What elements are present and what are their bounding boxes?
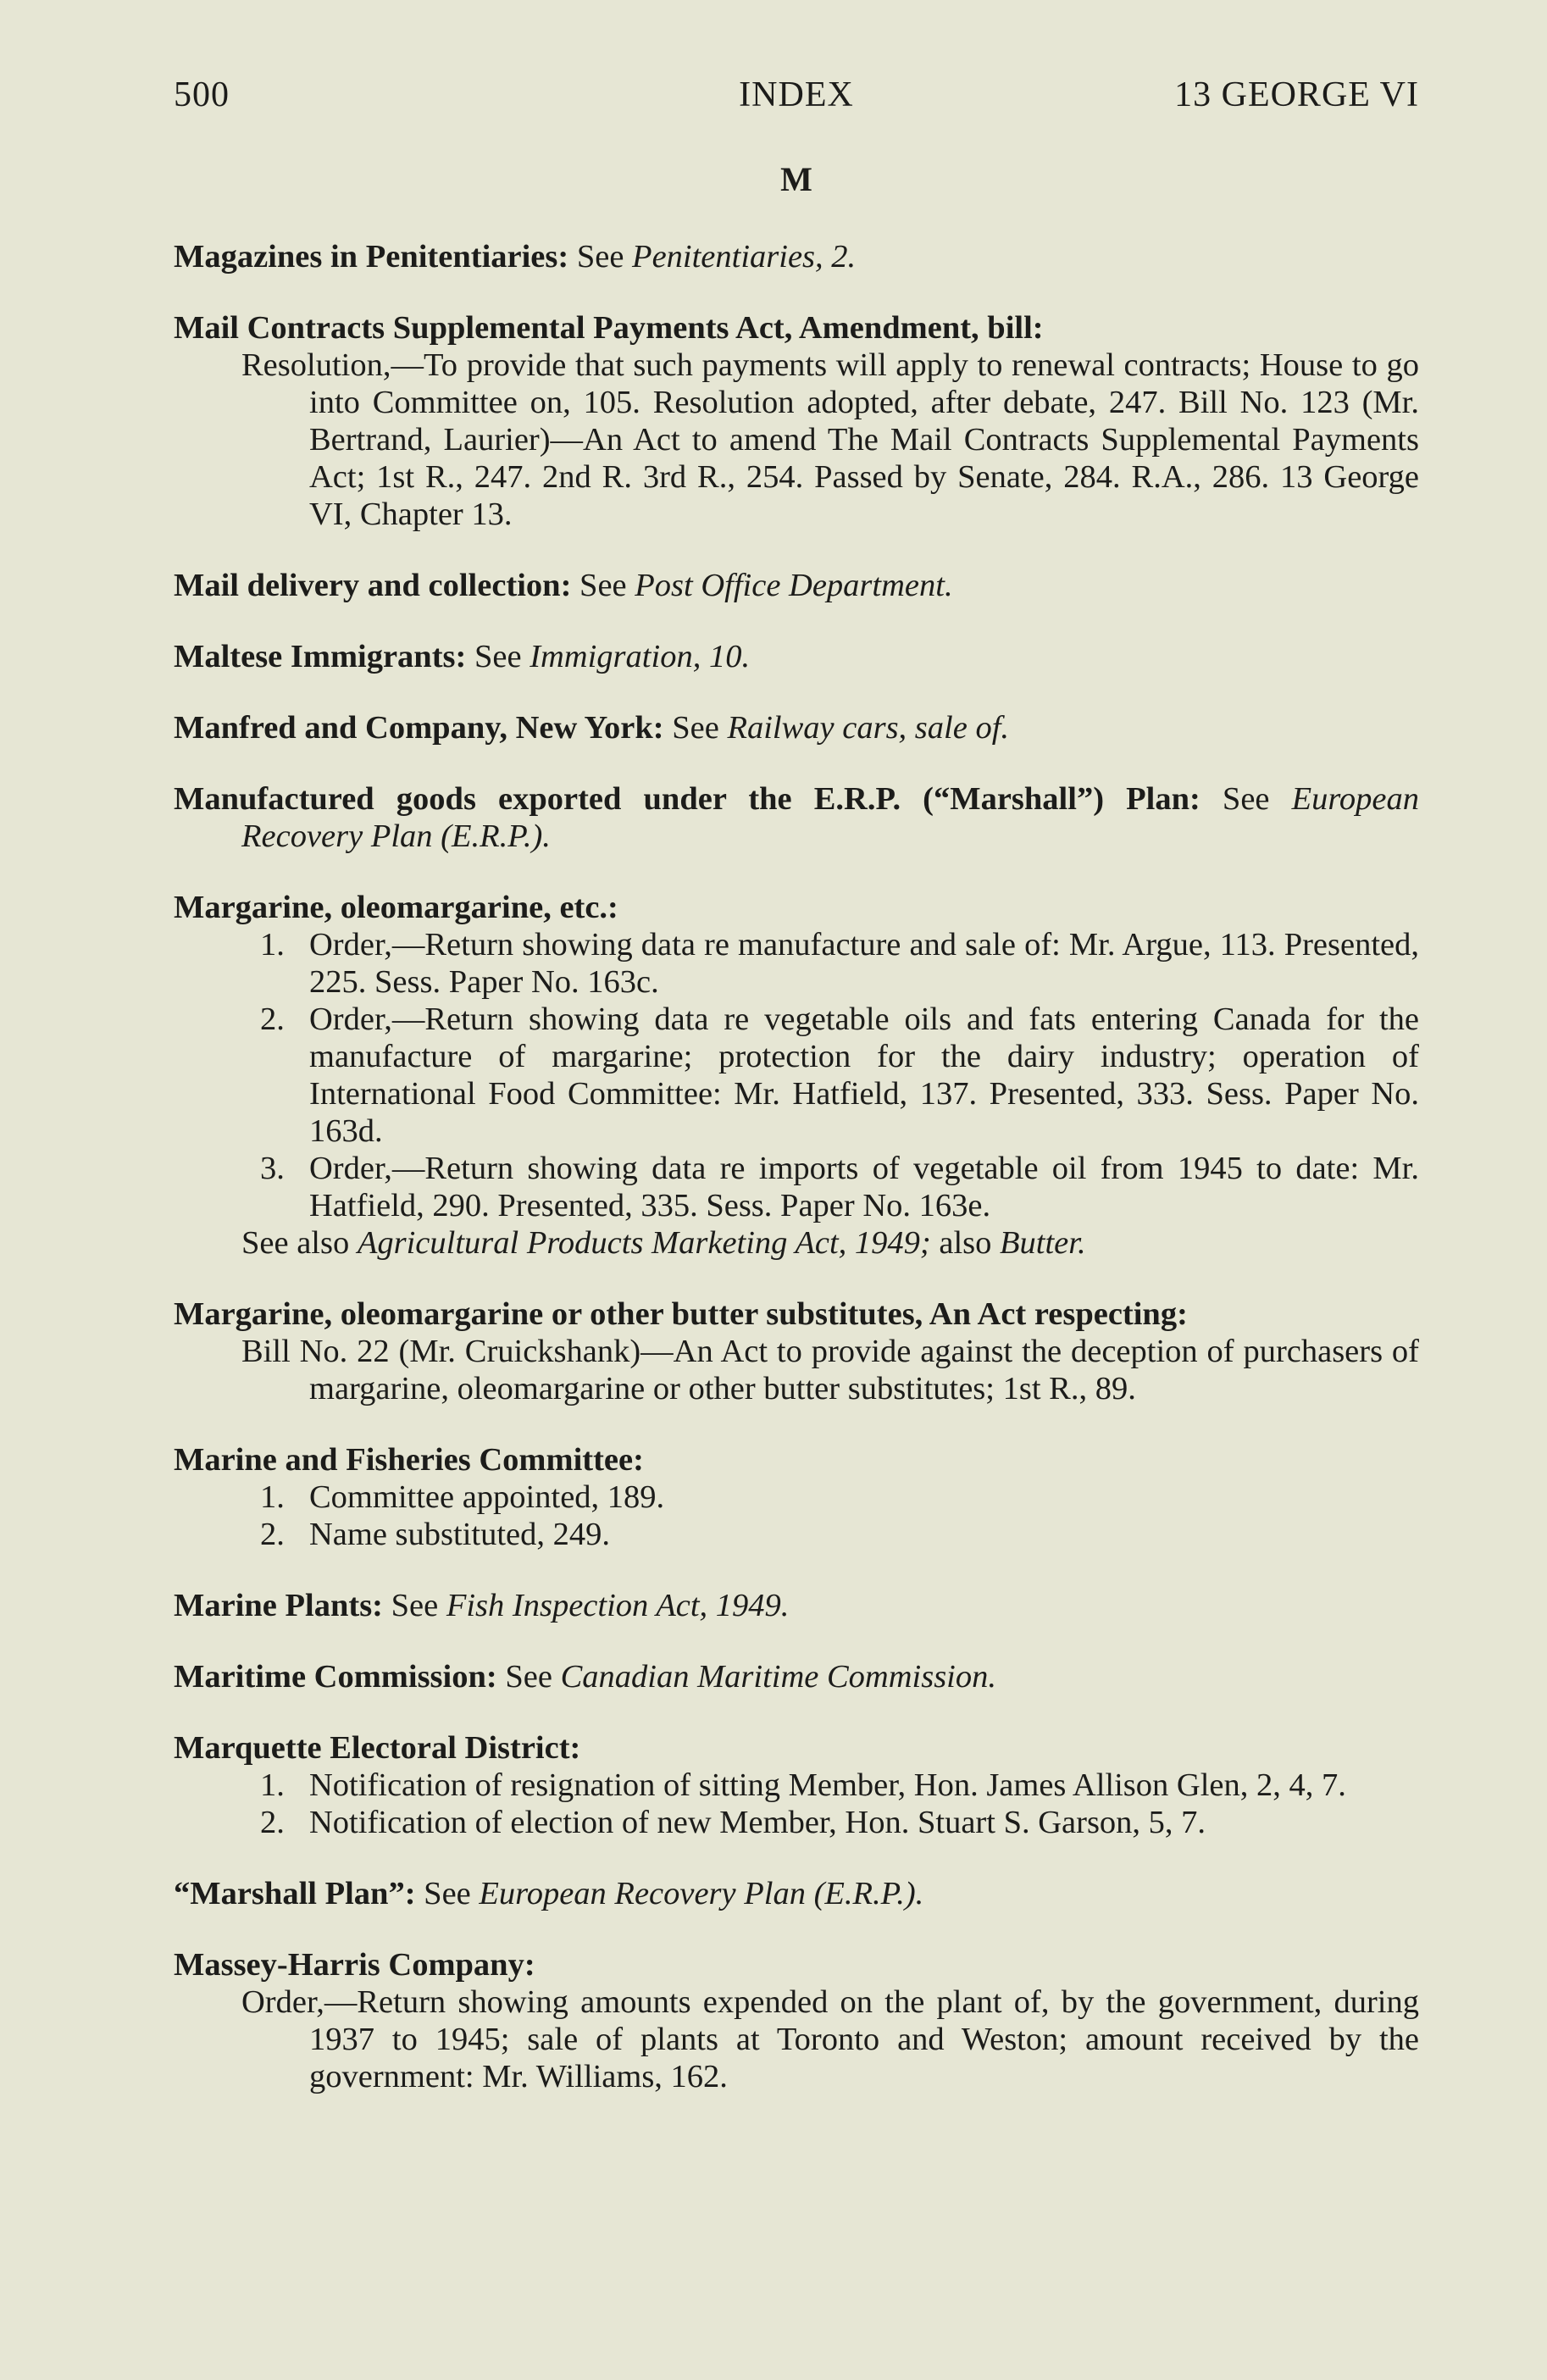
cross-reference: European Recovery Plan (E.R.P.).	[241, 781, 1420, 854]
index-entry-magazines	[174, 238, 1419, 275]
list-item	[174, 1478, 1419, 1516]
see-label: See	[579, 568, 627, 603]
see-label: See	[505, 1659, 552, 1695]
list-item	[174, 1804, 1419, 1841]
list-item	[174, 1150, 1419, 1224]
index-entry-marine-plants	[174, 1587, 1419, 1624]
index-entry-mail-delivery	[174, 567, 1419, 604]
item-number: 1.	[260, 1479, 285, 1515]
item-number: 2.	[260, 1517, 285, 1552]
index-entry-manfred	[174, 709, 1419, 746]
list-item	[174, 1516, 1419, 1553]
index-entry-massey-harris	[174, 1946, 1419, 2095]
see-label: See	[424, 1876, 471, 1911]
page-title: INDEX	[739, 75, 854, 114]
cross-reference: Canadian Maritime Commission.	[560, 1659, 996, 1695]
entry-heading: Maltese Immigrants:	[174, 639, 467, 674]
entry-body: Order,—Return showing amounts expended on the plant of, by the government, during 1937 to 1945; sale of plants at Toronto and Weston; amount received by the government: Mr. Williams, 162.	[241, 1984, 1419, 2094]
index-entry-marshall-plan	[174, 1875, 1419, 1912]
see-label: See	[391, 1588, 439, 1623]
entry-heading: Mail delivery and collection:	[174, 568, 572, 603]
entry-heading: Marine Plants:	[174, 1588, 383, 1623]
item-number: 2.	[260, 1805, 285, 1840]
cross-reference: Butter.	[1000, 1225, 1086, 1261]
entry-heading: Marine and Fisheries Committee:	[174, 1442, 644, 1478]
cross-reference: Immigration, 10.	[530, 639, 751, 674]
entry-heading: Manufactured goods exported under the E.R.P. (“Marshall”) Plan:	[174, 781, 1200, 817]
index-entry-margarine-act	[174, 1295, 1419, 1407]
entry-heading: “Marshall Plan”:	[174, 1876, 416, 1911]
item-text: Committee appointed, 189.	[309, 1479, 665, 1515]
entry-body: Resolution,—To provide that such payments will apply to renewal contracts; House to go into Committee on, 105. Resolution adopted, after debate, 247. Bill No. 123 (Mr. Bertrand, Laurier)—An Act to amend The Mail Contracts Supplemental Payments Act; 1st R., 247. 2nd R. 3rd R., 254. Passed by Senate, 284. R.A., 286. 13 George VI, Chapter 13.	[241, 347, 1419, 532]
cross-reference: Railway cars, sale of.	[727, 710, 1010, 746]
list-item	[174, 1767, 1419, 1804]
index-entry-maritime-commission	[174, 1658, 1419, 1695]
cross-reference: European Recovery Plan (E.R.P.).	[479, 1876, 924, 1911]
page-number: 500	[174, 75, 230, 114]
see-label: See	[474, 639, 522, 674]
index-entry-marquette	[174, 1729, 1419, 1841]
index-entry-margarine	[174, 889, 1419, 1262]
entry-heading: Maritime Commission:	[174, 1659, 497, 1695]
item-text: Order,—Return showing data re imports of vegetable oil from 1945 to date: Mr. Hatfield, 290. Presented, 335. Sess. Paper No. 163e.	[309, 1151, 1419, 1223]
item-text: Notification of resignation of sitting Member, Hon. James Allison Glen, 2, 4, 7.	[309, 1767, 1346, 1803]
list-item	[174, 1001, 1419, 1150]
index-entry-maltese-immigrants	[174, 638, 1419, 675]
item-number: 1.	[260, 927, 285, 963]
entry-heading: Massey-Harris Company:	[174, 1947, 535, 1983]
item-text: Order,—Return showing data re manufacture and sale of: Mr. Argue, 113. Presented, 225. Sess. Paper No. 163c.	[309, 927, 1419, 1000]
cross-reference: Penitentiaries, 2.	[632, 239, 857, 275]
entry-heading: Margarine, oleomargarine, etc.:	[174, 890, 618, 925]
running-head	[174, 75, 1419, 125]
see-also-line	[174, 1224, 1419, 1262]
item-text: Name substituted, 249.	[309, 1517, 611, 1552]
entry-body: Bill No. 22 (Mr. Cruickshank)—An Act to provide against the deception of purchasers of margarine, oleomargarine or other butter substitutes; 1st R., 89.	[241, 1334, 1419, 1406]
see-also-connector: also	[939, 1225, 992, 1261]
item-number: 1.	[260, 1767, 285, 1803]
list-item	[174, 926, 1419, 1001]
index-entry-mail-contracts	[174, 309, 1419, 533]
entry-heading: Mail Contracts Supplemental Payments Act, Amendment, bill:	[174, 310, 1044, 346]
see-also-label: See also	[241, 1225, 350, 1261]
entry-heading: Magazines in Penitentiaries:	[174, 239, 569, 275]
index-page	[174, 75, 1419, 2129]
cross-reference: Fish Inspection Act, 1949.	[446, 1588, 790, 1623]
index-entry-marine-fisheries	[174, 1441, 1419, 1553]
section-letter: M	[780, 160, 812, 198]
item-text: Notification of election of new Member, Hon. Stuart S. Garson, 5, 7.	[309, 1805, 1206, 1840]
item-number: 2.	[260, 1001, 285, 1037]
cross-reference: Agricultural Products Marketing Act, 1949;	[357, 1225, 931, 1261]
index-entry-manufactured-goods	[174, 780, 1419, 855]
cross-reference: Post Office Department.	[635, 568, 953, 603]
entry-heading: Marquette Electoral District:	[174, 1730, 581, 1766]
item-number: 3.	[260, 1151, 285, 1186]
volume-label: 13 GEORGE VI	[1174, 75, 1419, 114]
see-label: See	[1222, 781, 1270, 817]
see-label: See	[576, 239, 624, 275]
see-label: See	[672, 710, 719, 746]
entry-heading: Manfred and Company, New York:	[174, 710, 664, 746]
entry-heading: Margarine, oleomargarine or other butter substitutes, An Act respecting:	[174, 1296, 1188, 1332]
item-text: Order,—Return showing data re vegetable oils and fats entering Canada for the manufacture of margarine; protection for the dairy industry; operation of International Food Committee: Mr. Hatfield, 137. Presented, 333. Sess. Paper No. 163d.	[309, 1001, 1419, 1149]
